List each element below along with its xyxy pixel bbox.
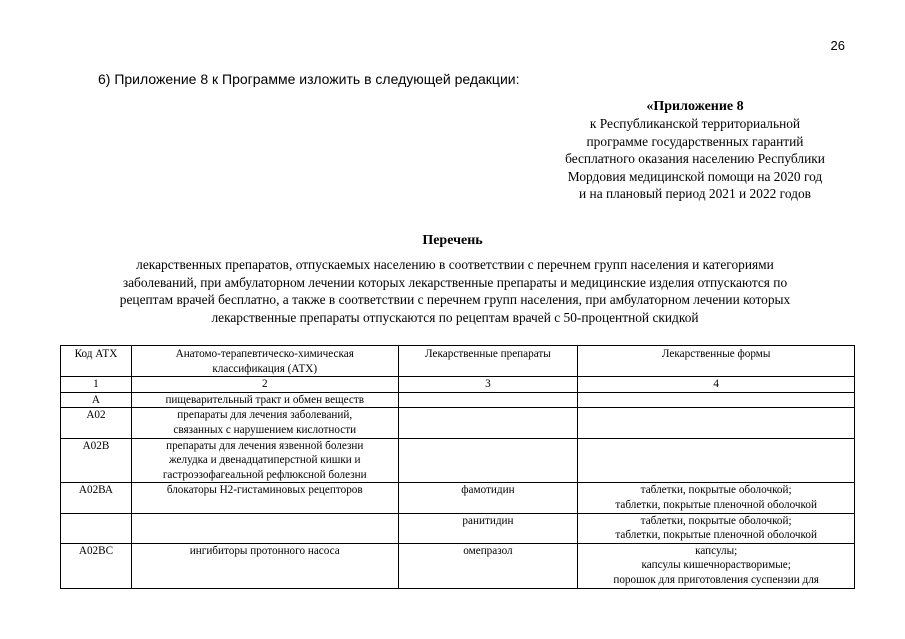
- subtitle-line: заболеваний, при амбулаторном лечении которых лекарственные препараты и медицинские изделия отпускаются по: [122, 274, 788, 290]
- cell-atx-code: [61, 392, 132, 408]
- cell-line: порошок для приготовления суспензии для: [613, 573, 819, 586]
- cell-atx-classification: [131, 513, 398, 543]
- cell-line: желудка и двенадцатиперстной кишки и: [168, 454, 361, 467]
- cell-drug: [398, 483, 578, 513]
- cell-atx-code: [61, 438, 132, 483]
- cell-line: А02: [86, 409, 106, 422]
- table-row: [61, 543, 855, 588]
- appendix-line: бесплатного оказания населению Республики: [565, 151, 825, 167]
- subtitle-line: лекарственные препараты отпускаются по рецептам врачей с 50-процентной скидкой: [211, 309, 699, 325]
- appendix-line: Мордовия медицинской помощи на 2020 год: [567, 168, 823, 184]
- cell-line: пищеварительный тракт и обмен веществ: [165, 393, 365, 406]
- cell-dosage-form: [578, 543, 855, 588]
- appendix-block: [540, 98, 850, 202]
- cell-line: препараты для лечения заболеваний,: [177, 409, 353, 422]
- cell-atx-classification: [131, 483, 398, 513]
- header-atx-code: Код АТХ: [61, 346, 132, 377]
- cell-line: таблетки, покрытые оболочкой;: [640, 514, 792, 527]
- cell-line: А02ВС: [78, 544, 114, 557]
- appendix-line: программе государственных гарантий: [586, 133, 804, 149]
- column-number: 1: [61, 377, 132, 393]
- cell-atx-classification: [131, 392, 398, 408]
- cell-line: гастроэзофагеальной рефлюксной болезни: [162, 468, 367, 481]
- cell-atx-code: [61, 483, 132, 513]
- cell-line: капсулы;: [695, 544, 738, 557]
- cell-line: ранитидин: [462, 514, 514, 527]
- cell-line: омепразол: [463, 544, 513, 557]
- cell-atx-classification: [131, 408, 398, 438]
- column-number: 4: [578, 377, 855, 393]
- cell-drug: [398, 392, 578, 408]
- column-number: 2: [131, 377, 398, 393]
- atx-table: [60, 345, 855, 589]
- cell-line: А02В: [82, 439, 110, 452]
- cell-line: таблетки, покрытые пленочной оболочкой: [615, 498, 817, 511]
- list-subtitle: [80, 256, 830, 326]
- cell-drug: [398, 408, 578, 438]
- cell-line: препараты для лечения язвенной болезни: [166, 439, 364, 452]
- table-numbering-row: [61, 377, 855, 393]
- cell-drug: [398, 513, 578, 543]
- table-row: [61, 408, 855, 438]
- cell-atx-classification: [131, 543, 398, 588]
- table-row: [61, 438, 855, 483]
- cell-line: блокаторы Н2-гистаминовых рецепторов: [166, 484, 363, 497]
- header-dosage-forms: Лекарственные формы: [578, 346, 855, 377]
- subtitle-line: рецептам врачей бесплатно, а также в соответствии с перечнем групп населения, при амбулаторном лечении которых: [119, 292, 791, 308]
- appendix-line: и на плановый период 2021 и 2022 годов: [579, 186, 811, 202]
- column-number: 3: [398, 377, 578, 393]
- cell-line: ингибиторы протонного насоса: [189, 544, 340, 557]
- cell-dosage-form: [578, 483, 855, 513]
- cell-atx-classification: [131, 438, 398, 483]
- table-row: [61, 483, 855, 513]
- table-body: [61, 392, 855, 588]
- cell-line: фамотидин: [461, 484, 515, 497]
- table-row: [61, 392, 855, 408]
- page-number: 26: [830, 38, 845, 53]
- cell-atx-code: [61, 408, 132, 438]
- cell-dosage-form: [578, 392, 855, 408]
- cell-line: А: [91, 393, 100, 406]
- cell-dosage-form: [578, 438, 855, 483]
- cell-line: таблетки, покрытые оболочкой;: [640, 484, 792, 497]
- subtitle-line: лекарственных препаратов, отпускаемых населению в соответствии с перечнем групп населения и категориями: [136, 257, 774, 272]
- cell-dosage-form: [578, 513, 855, 543]
- cell-line: связанных с нарушением кислотности: [173, 423, 357, 436]
- cell-line: А02ВА: [78, 484, 114, 497]
- appendix-line: к Республиканской территориальной: [589, 116, 801, 132]
- table-header-row: [61, 346, 855, 377]
- header-atx-classification: Анатомо-терапевтическо-химическая классификация (АТХ): [131, 346, 398, 377]
- appendix-title: «Приложение 8: [646, 99, 744, 114]
- cell-drug: [398, 438, 578, 483]
- cell-line: таблетки, покрытые пленочной оболочкой: [615, 529, 817, 542]
- header-drugs: Лекарственные препараты: [398, 346, 578, 377]
- intro-paragraph: 6) Приложение 8 к Программе изложить в следующей редакции:: [98, 71, 520, 87]
- cell-drug: [398, 543, 578, 588]
- cell-line: капсулы кишечнорастворимые;: [641, 559, 791, 572]
- cell-atx-code: [61, 543, 132, 588]
- list-heading: Перечень: [422, 233, 483, 248]
- cell-atx-code: [61, 513, 132, 543]
- table-row: [61, 513, 855, 543]
- cell-dosage-form: [578, 408, 855, 438]
